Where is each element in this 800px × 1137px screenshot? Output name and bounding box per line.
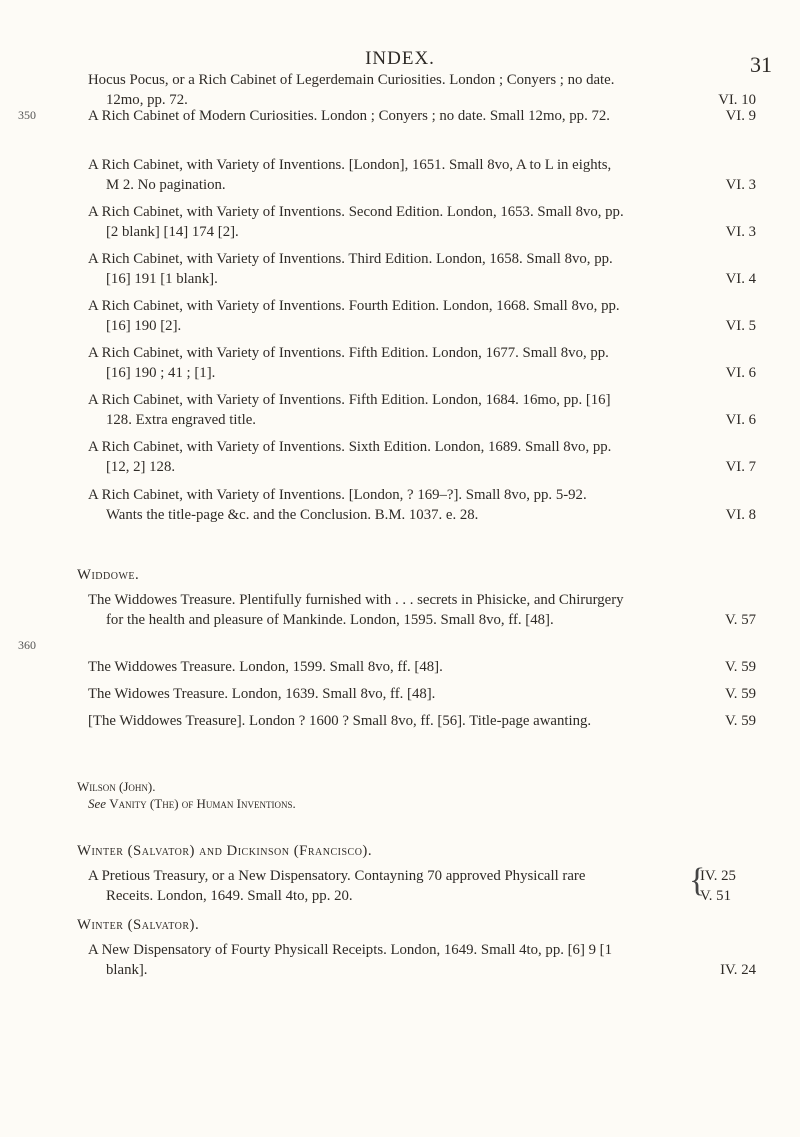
- index-entry: A Pretious Treasury, or a New Dispensatory. Contayning 70 approved Physicall rare Receits. London, 1649. Small 4to, pp. 20.: [88, 868, 586, 904]
- margin-number: 350: [18, 108, 36, 122]
- volume-ref: VI. 6: [725, 412, 756, 428]
- index-entry: Hocus Pocus, or a Rich Cabinet of Legerdemain Curiosities. London ; Conyers ; no date. 12mo, pp. 72. VI. 10: [88, 72, 756, 108]
- brace-refs: [700, 866, 736, 906]
- volume-ref: VI. 3: [725, 177, 756, 193]
- index-entry: A New Dispensatory of Fourty Physicall Receipts. London, 1649. Small 4to, pp. [6] 9 [1 blank]. IV. 24: [88, 942, 756, 978]
- index-entry: A Rich Cabinet, with Variety of Inventions. [London, ? 169–?]. Small 8vo, pp. 5-92. Wants the title-page &c. and the Conclusion. B.M. 1037. e. 28. VI. 8: [88, 487, 756, 523]
- index-entry: A Rich Cabinet, with Variety of Inventions. Sixth Edition. London, 1689. Small 8vo, pp. [12, 2] 128. VI. 7: [88, 439, 756, 475]
- index-entry: A Rich Cabinet, with Variety of Inventions. Fifth Edition. London, 1677. Small 8vo, pp. [16] 190 ; 41 ; [1]. VI. 6: [88, 345, 756, 381]
- index-entry: A Rich Cabinet, with Variety of Inventions. [London], 1651. Small 8vo, A to L in eights, M 2. No pagination. VI. 3: [88, 157, 756, 193]
- page-number: 31: [750, 52, 772, 77]
- volume-ref: IV. 25: [700, 868, 736, 884]
- index-entry: A Rich Cabinet, with Variety of Inventions. Second Edition. London, 1653. Small 8vo, pp. [2 blank] [14] 174 [2]. VI. 3: [88, 204, 756, 240]
- volume-ref: VI. 7: [725, 459, 756, 475]
- see-target: Vanity (The) of Human Inventions.: [109, 796, 296, 811]
- volume-ref: VI. 8: [725, 507, 756, 523]
- index-entry: A Rich Cabinet, with Variety of Inventions. Third Edition. London, 1658. Small 8vo, pp. [16] 191 [1 blank]. VI. 4: [88, 251, 756, 287]
- index-entry: The Widdowes Treasure. London, 1599. Small 8vo, ff. [48]. V. 59: [88, 659, 756, 675]
- index-entry: A Rich Cabinet of Modern Curiosities. London ; Conyers ; no date. Small 12mo, pp. 72. VI. 9: [88, 108, 756, 124]
- volume-ref: VI. 9: [725, 108, 756, 124]
- volume-ref: VI. 4: [725, 271, 756, 287]
- index-heading: Wilson (John).: [77, 779, 156, 794]
- volume-ref: V. 57: [725, 612, 756, 628]
- volume-ref: V. 51: [700, 888, 731, 904]
- index-heading: Winter (Salvator) and Dickinson (Francisco).: [77, 843, 373, 859]
- margin-number: 360: [18, 638, 36, 652]
- index-entry: [The Widdowes Treasure]. London ? 1600 ? Small 8vo, ff. [56]. Title-page awanting. V. 59: [88, 713, 756, 729]
- volume-ref: V. 59: [725, 713, 756, 729]
- see-label: See: [88, 796, 107, 811]
- index-entry: A Rich Cabinet, with Variety of Inventions. Fifth Edition. London, 1684. 16mo, pp. [16] 128. Extra engraved title. VI. 6: [88, 392, 756, 428]
- brace-mark: {: [689, 862, 706, 899]
- cross-reference: [88, 796, 296, 812]
- index-entry: A Rich Cabinet, with Variety of Inventions. Fourth Edition. London, 1668. Small 8vo, pp. [16] 190 [2]. VI. 5: [88, 298, 756, 334]
- volume-ref: V. 59: [725, 686, 756, 702]
- volume-ref: VI. 5: [725, 318, 756, 334]
- volume-ref: VI. 3: [725, 224, 756, 240]
- volume-ref: VI. 10: [718, 92, 756, 108]
- volume-ref: IV. 24: [720, 962, 756, 978]
- volume-ref: VI. 6: [725, 365, 756, 381]
- index-heading: Widdowe.: [77, 567, 140, 583]
- index-entry: The Widowes Treasure. London, 1639. Small 8vo, ff. [48]. V. 59: [88, 686, 756, 702]
- running-title: INDEX.: [365, 48, 435, 69]
- index-entry: The Widdowes Treasure. Plentifully furnished with . . . secrets in Phisicke, and Chirurgery for the health and pleasure of Mankinde. London, 1595. Small 8vo, ff. [48]. V. 57: [88, 592, 756, 628]
- index-heading: Winter (Salvator).: [77, 917, 200, 933]
- volume-ref: V. 59: [725, 659, 756, 675]
